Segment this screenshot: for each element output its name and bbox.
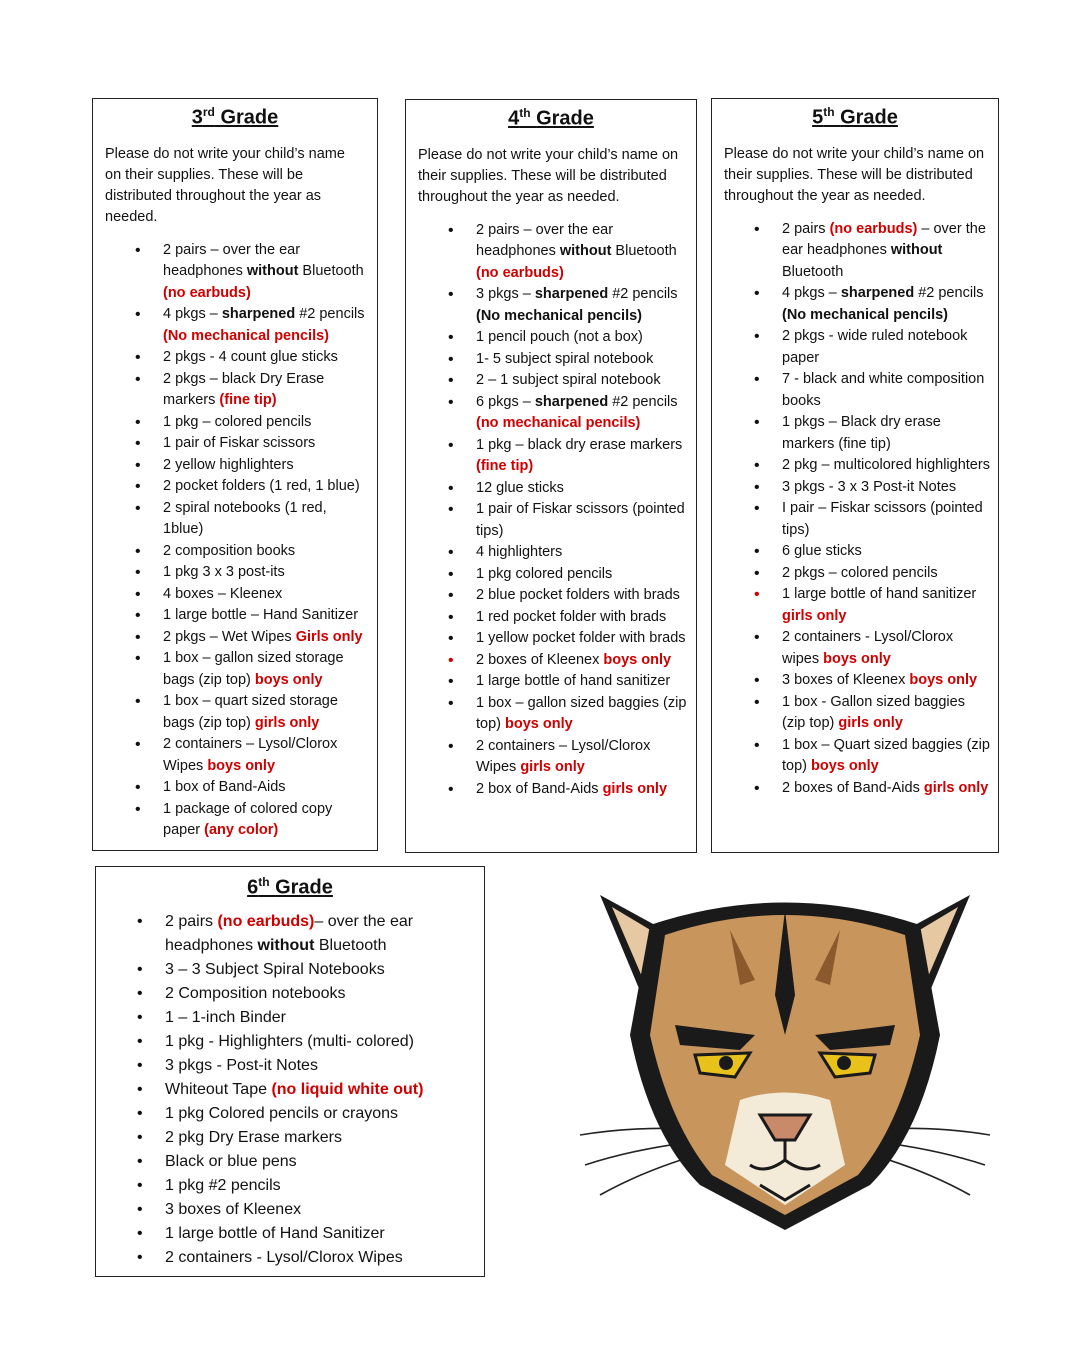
grade-5-intro: Please do not write your child’s name on their supplies. These will be distributed throughout the year as needed. — [724, 145, 985, 204]
item-text: 2 containers – Lysol/Clorox Wipes — [476, 737, 651, 776]
red-note: boys only — [811, 758, 879, 775]
item-text: #2 pencils — [608, 286, 678, 303]
supply-item — [406, 585, 696, 607]
item-text: 1 pkg #2 pencils — [165, 1176, 281, 1194]
supply-item — [406, 349, 696, 371]
item-text: 2 Composition notebooks — [165, 984, 346, 1002]
red-note: (fine tip) — [219, 392, 277, 409]
item-text: 3 boxes of Kleenex — [782, 672, 910, 689]
supply-item — [96, 1246, 484, 1270]
supply-item — [93, 476, 377, 498]
supply-item — [406, 284, 696, 327]
supply-item — [712, 477, 998, 499]
item-text: 3 boxes of Kleenex — [165, 1200, 302, 1218]
item-text: 4 highlighters — [476, 544, 563, 561]
supply-item — [406, 779, 696, 801]
item-text: 2 pkgs – black Dry Erase markers — [163, 370, 325, 409]
grade-3-intro: Please do not write your child’s name on their supplies. These will be distributed throughout the year as needed. — [105, 145, 345, 225]
item-text: 1 pkgs – Black dry erase markers (fine tip) — [782, 414, 941, 452]
item-text: 2 yellow highlighters — [163, 456, 294, 473]
grade-6-card — [95, 866, 485, 1277]
item-text: 1 large bottle – Hand Sanitizer — [163, 607, 359, 624]
item-text: 1 pkg Colored pencils or crayons — [165, 1104, 399, 1122]
supply-item — [96, 982, 484, 1006]
item-text: 1 pkg - Highlighters (multi- colored) — [165, 1032, 414, 1050]
item-text: 1 pkg – black dry erase markers — [476, 436, 683, 453]
supply-item — [93, 433, 377, 455]
item-text: 1 pencil pouch (not a box) — [476, 329, 643, 346]
item-text: Whiteout Tape — [165, 1080, 272, 1098]
item-text: 1- 5 subject spiral notebook — [476, 350, 654, 367]
item-text: 2 boxes of Band-Aids — [782, 779, 924, 796]
item-text: 2 pkg – multicolored highlighters — [782, 457, 990, 474]
red-note: girls only — [602, 780, 668, 797]
item-text: 2 pkgs – colored pencils — [782, 564, 938, 581]
supply-item — [93, 541, 377, 563]
grade-3-title: 3rd Grade — [191, 105, 279, 129]
supply-item — [406, 628, 696, 650]
cougar-head-icon — [580, 885, 990, 1240]
supply-item — [93, 627, 377, 649]
item-text: 2 pkgs - 4 count glue sticks — [163, 349, 338, 366]
item-text: 2 containers - Lysol/Clorox wipes — [782, 629, 954, 667]
supply-item — [406, 327, 696, 349]
bold-text: without — [246, 263, 299, 280]
item-text: 1 pair of Fiskar scissors (pointed tips) — [476, 501, 685, 539]
item-text: #2 pencils — [295, 306, 365, 323]
supply-item — [96, 1222, 484, 1246]
red-note: boys only — [823, 650, 891, 667]
supply-item — [712, 283, 998, 326]
supply-item — [406, 499, 696, 542]
grade-6-title: 6th Grade — [247, 875, 333, 899]
item-text: 3 pkgs - 3 x 3 Post-it Notes — [782, 478, 957, 495]
item-text: 1 large bottle of Hand Sanitizer — [165, 1224, 385, 1242]
item-text: 1 box - Gallon sized baggies (zip top) — [782, 693, 965, 732]
supply-item — [96, 958, 484, 982]
item-text: 3 pkgs - Post-it Notes — [165, 1056, 318, 1074]
item-text: 2 pairs — [782, 220, 830, 237]
red-note: girls only — [520, 759, 585, 776]
item-text: Bluetooth — [298, 263, 364, 280]
supply-item — [712, 735, 998, 778]
item-text: 1 large bottle of hand sanitizer — [476, 673, 671, 690]
red-note: boys only — [909, 672, 978, 689]
item-text: 2 composition books — [163, 542, 296, 559]
item-text: Bluetooth — [782, 263, 844, 280]
grade-5-title: 5th Grade — [812, 105, 898, 129]
red-note: (no earbuds) — [476, 264, 564, 281]
red-note: (any color) — [204, 822, 279, 839]
supply-item — [96, 1150, 484, 1174]
bold-text: sharpened — [840, 285, 915, 302]
supply-item — [96, 1030, 484, 1054]
supply-item — [96, 1102, 484, 1126]
bold-text: sharpened — [221, 306, 296, 323]
supply-item — [712, 219, 998, 284]
bold-text: without — [559, 243, 612, 260]
item-text: 1 – 1-inch Binder — [165, 1008, 286, 1026]
supply-item — [93, 240, 377, 305]
item-text: 2 boxes of Kleenex — [476, 651, 604, 668]
grade-5-card — [711, 98, 999, 853]
supply-item — [712, 541, 998, 563]
supply-item — [406, 693, 696, 736]
supply-item — [96, 1006, 484, 1030]
bold-text: without — [890, 242, 943, 259]
supply-item — [93, 347, 377, 369]
supply-item — [406, 370, 696, 392]
item-text: 1 box of Band-Aids — [163, 779, 286, 796]
item-text: 2 pairs — [165, 912, 218, 930]
item-text: 2 box of Band-Aids — [476, 780, 603, 797]
supply-item — [93, 691, 377, 734]
item-text: 2 pkgs – Wet Wipes — [163, 628, 296, 645]
supply-item — [712, 412, 998, 455]
grade-4-card — [405, 99, 697, 853]
bold-text: without — [257, 936, 315, 954]
red-note: (fine tip) — [476, 458, 534, 475]
grade-3-supply-list — [93, 240, 377, 842]
supply-item — [406, 435, 696, 478]
supply-item — [93, 584, 377, 606]
red-note: boys only — [505, 716, 573, 733]
supply-item — [93, 369, 377, 412]
item-text: 7 - black and white composition books — [782, 371, 985, 409]
item-text: Black or blue pens — [165, 1152, 297, 1170]
supply-item — [93, 455, 377, 477]
supply-item — [712, 563, 998, 585]
supply-item — [93, 777, 377, 799]
supply-item — [96, 1198, 484, 1222]
item-text: 12 glue sticks — [476, 479, 564, 496]
item-text: I pair – Fiskar scissors (pointed tips) — [782, 500, 983, 538]
supply-item — [93, 498, 377, 541]
supply-item — [93, 799, 377, 842]
supply-item — [93, 605, 377, 627]
grade-4-title: 4th Grade — [508, 106, 594, 130]
item-text: 2 pairs – over the ear headphones — [476, 221, 614, 260]
grade-3-card — [92, 98, 378, 851]
item-text: 6 pkgs – — [476, 393, 535, 410]
item-text: 1 large bottle of hand sanitizer — [782, 586, 977, 603]
grade-4-supply-list — [406, 220, 696, 801]
supply-item — [96, 1126, 484, 1150]
red-note: (no earbuds) — [217, 912, 315, 930]
item-text: 3 pkgs – — [476, 286, 535, 303]
supply-item — [96, 1078, 484, 1102]
red-note: boys only — [207, 757, 276, 774]
supply-item — [712, 778, 998, 800]
item-text: 2 pkg Dry Erase markers — [165, 1128, 342, 1146]
item-text: 1 pkg 3 x 3 post-its — [163, 564, 285, 581]
red-note: girls only — [782, 607, 847, 624]
supply-item — [406, 220, 696, 285]
supply-item — [712, 498, 998, 541]
supply-item — [406, 478, 696, 500]
item-text: 4 boxes – Kleenex — [163, 585, 283, 602]
item-text: – over the ear headphones — [782, 220, 986, 259]
bold-text: (No mechanical pencils) — [476, 307, 642, 324]
item-text: 4 pkgs – — [782, 285, 841, 302]
supply-item — [93, 648, 377, 691]
supply-item — [712, 670, 998, 692]
red-note: boys only — [603, 651, 672, 668]
grade-6-supply-list — [96, 910, 484, 1270]
supply-item — [93, 304, 377, 347]
item-text: 1 box – Quart sized baggies (zip top) — [782, 736, 990, 775]
supply-item — [93, 412, 377, 434]
red-note: (no earbuds) — [163, 284, 251, 301]
item-text: 2 pairs – over the ear headphones — [163, 241, 301, 280]
supply-item — [712, 326, 998, 369]
supply-item — [406, 671, 696, 693]
supply-item — [406, 607, 696, 629]
red-note: girls only — [923, 779, 989, 796]
red-note: girls only — [254, 714, 320, 731]
supply-item — [96, 1174, 484, 1198]
item-text: 1 red pocket folder with brads — [476, 608, 667, 625]
red-note: boys only — [254, 671, 323, 688]
item-text: 2 containers – Lysol/Clorox Wipes — [163, 736, 338, 774]
supply-item — [712, 627, 998, 670]
item-text: #2 pencils — [914, 285, 984, 302]
supply-item — [93, 734, 377, 777]
supply-item — [712, 455, 998, 477]
item-text: 2 pocket folders (1 red, 1 blue) — [163, 478, 360, 495]
supply-item — [712, 584, 998, 627]
item-text: Bluetooth — [611, 243, 677, 260]
item-text: 1 package of colored copy paper — [163, 800, 333, 839]
item-text: – over the ear headphones — [165, 912, 414, 954]
item-text: 2 containers - Lysol/Clorox Wipes — [165, 1248, 403, 1266]
item-text: 1 box – quart sized storage bags (zip top) — [163, 693, 338, 731]
red-note: (No mechanical pencils) — [163, 327, 329, 344]
bold-text: sharpened — [534, 286, 609, 303]
supply-item — [406, 650, 696, 672]
item-text: 1 box – gallon sized baggies (zip top) — [476, 694, 687, 733]
red-note: girls only — [838, 715, 903, 732]
item-text: 2 blue pocket folders with brads — [476, 587, 680, 604]
supply-item — [712, 369, 998, 412]
red-note: (no mechanical pencils) — [476, 415, 641, 432]
supply-item — [406, 542, 696, 564]
item-text: 1 pkg colored pencils — [476, 565, 613, 582]
item-text: Bluetooth — [314, 936, 387, 954]
grade-4-intro: Please do not write your child’s name on their supplies. These will be distributed throughout the year as needed. — [418, 146, 679, 205]
item-text: 2 – 1 subject spiral notebook — [476, 372, 661, 389]
supply-item — [406, 736, 696, 779]
supply-item — [96, 1054, 484, 1078]
red-note: Girls only — [295, 628, 363, 645]
item-text: 1 box – gallon sized storage bags (zip top) — [163, 650, 344, 688]
item-text: 2 spiral notebooks (1 red, 1blue) — [163, 499, 327, 538]
item-text: #2 pencils — [608, 393, 678, 410]
item-text: 1 pair of Fiskar scissors — [163, 435, 316, 452]
item-text: 3 – 3 Subject Spiral Notebooks — [165, 960, 385, 978]
supply-item — [406, 564, 696, 586]
item-text: 1 yellow pocket folder with brads — [476, 630, 686, 647]
supply-item — [93, 562, 377, 584]
supply-item — [406, 392, 696, 435]
item-text: 6 glue sticks — [782, 543, 862, 560]
item-text: 1 pkg – colored pencils — [163, 413, 312, 430]
red-note: (no earbuds) — [829, 220, 918, 237]
item-text: 2 pkgs - wide ruled notebook paper — [782, 328, 968, 366]
item-text: 4 pkgs – — [163, 306, 222, 323]
supply-item — [96, 910, 484, 958]
bold-text: sharpened — [534, 393, 609, 410]
bold-text: (No mechanical pencils) — [782, 306, 948, 323]
grade-5-supply-list — [712, 219, 998, 800]
supply-item — [712, 692, 998, 735]
red-note: (no liquid white out) — [271, 1080, 424, 1098]
